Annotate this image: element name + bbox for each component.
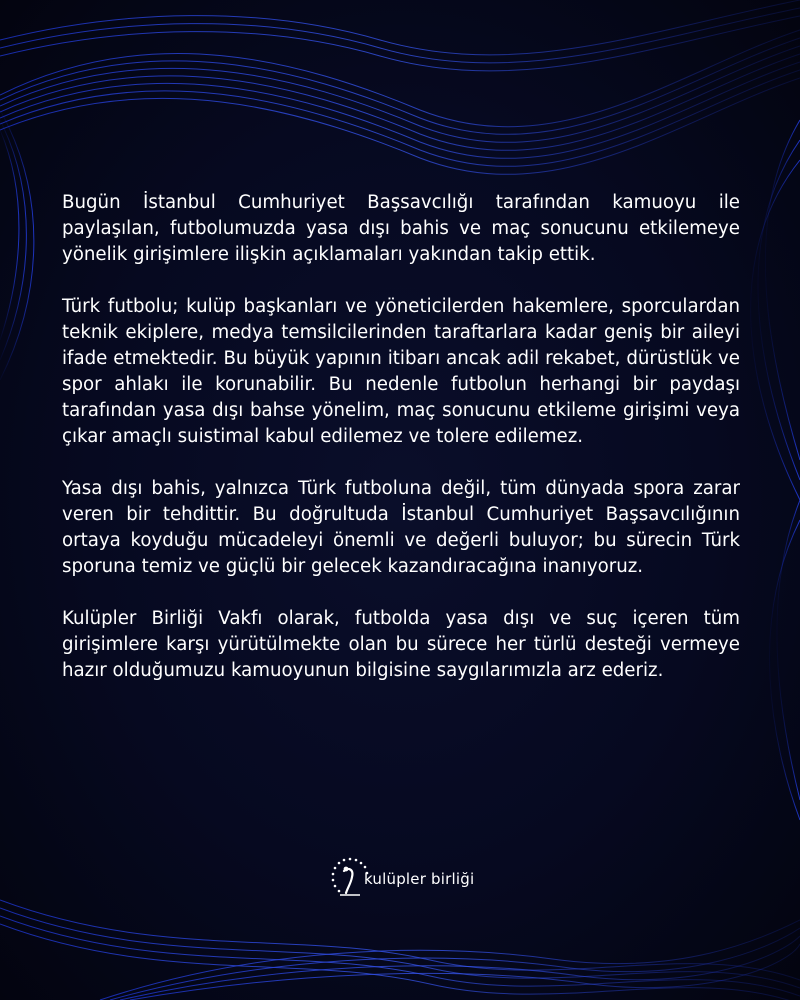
statement-paragraph-2: Türk futbolu; kulüp başkanları ve yöneticilerden hakemlere, sporculardan teknik ekiplere, medya temsilcilerinden taraftarlara kadar geniş bir aileyi ifade etmektedir. Bu büyük yapının itibarı ancak adil rekabet, dürüstlük ve spor ahlakı ile korunabilir. Bu nedenle futbolun herhangi bir paydaşı tarafından yasa dışı bahse yönelim, maç sonucunu etkileme girişimi veya çıkar amaçlı suistimal kabul edilemez ve tolere edilemez.	[62, 296, 740, 447]
logo-wordmark: kulüpler birliği	[364, 870, 475, 888]
statement-paragraph-3: Yasa dışı bahis, yalnızca Türk futboluna değil, tüm dünyada spora zarar veren bir tehdittir. Bu doğrultuda İstanbul Cumhuriyet Başsavcılığının ortaya koyduğu mücadeleyi önemli ve değerli buluyor; bu sürecin Türk sporuna temiz ve güçlü bir gelecek kazandıracağına inanıyoruz.	[62, 478, 740, 577]
statement-paragraph-4: Kulüpler Birliği Vakfı olarak, futbolda yasa dışı ve suç içeren tüm girişimlere karşı yürütülmekte olan bu sürece her türlü desteği vermeye hazır olduğumuzu kamuoyunun bilgisine saygılarımızla arz ederiz.	[62, 608, 740, 681]
statement-body	[62, 190, 740, 710]
kulupler-birligi-logo	[330, 855, 480, 915]
statement-paragraph-1: Bugün İstanbul Cumhuriyet Başsavcılığı tarafından kamuoyu ile paylaşılan, futbolumuzda yasa dışı bahis ve maç sonucunu etkilemeye yönelik girişimlere ilişkin açıklamaları yakından takip ettik.	[62, 192, 740, 265]
